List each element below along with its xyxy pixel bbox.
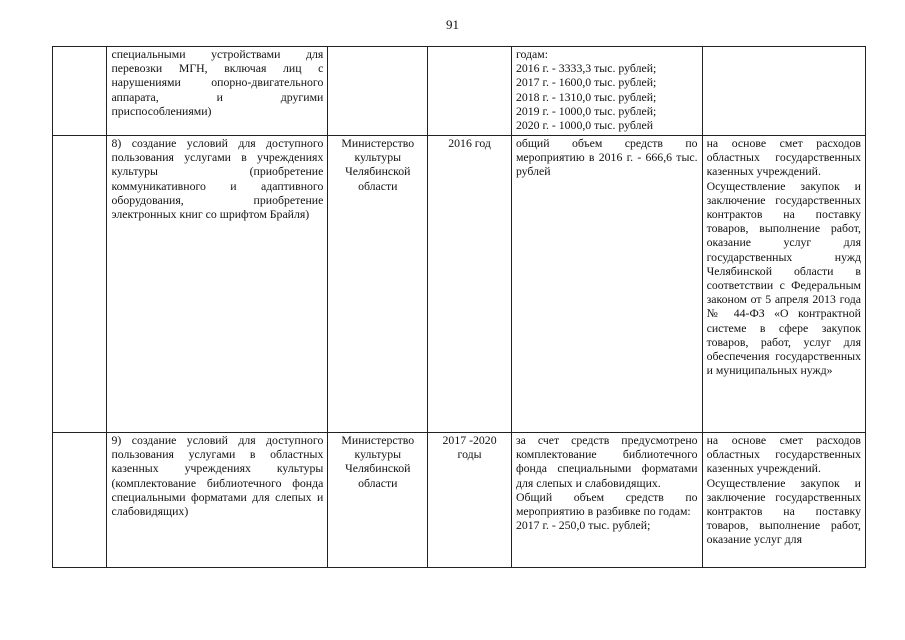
measure-name-line: перевозки МГН, включая лиц с — [111, 61, 324, 76]
term-cell — [428, 136, 512, 433]
measure-name-line: аппарата, и другими — [111, 89, 324, 104]
funding-line: 2018 г. - 1310,0 тыс. рублей; — [515, 89, 657, 104]
page-number: 91 — [446, 17, 459, 32]
measure-name-line: приспособлениями) — [111, 103, 212, 118]
measure-name-cell — [107, 433, 328, 568]
funding-line: 2017 г. - 1600,0 тыс. рублей; — [515, 75, 657, 90]
funding-text: за счет средств предусмотрено комплектование библиотечного фонда специальными форматами для слепых и слабовидящих. — [515, 433, 698, 490]
funding-line: 2019 г. - 1000,0 тыс. рублей; — [515, 103, 657, 118]
mechanism-cell — [702, 433, 865, 568]
funding-line: 2016 г. - 3333,3 тыс. рублей; — [515, 61, 657, 76]
mechanism-text: на основе смет расходов областных государственных казенных учреждений. — [706, 136, 861, 179]
row-number-cell — [53, 47, 107, 136]
mechanism-text: Осуществление закупок и заключение государственных контрактов на поставку товаров, выполнение работ, оказание услуг для государственных нужд Челябинской области в соответствии с Федеральным законом от 5 апреля 2013 года № 44-ФЗ «О контрактной системе в сфере закупок товаров, работ, услуг для обеспечения государственных и муниципальных нужд» — [706, 178, 861, 378]
measure-name-text: 9) создание условий для доступного пользования услугами в областных казенных учреждениях культуры (комплектование библиотечного фонда специальными форматами для слепых и слабовидящих) — [111, 433, 324, 519]
program-measures-table — [52, 46, 866, 568]
term-cell — [428, 433, 512, 568]
row-number-cell — [53, 136, 107, 433]
funding-cell — [511, 433, 702, 568]
term-cell — [428, 47, 512, 136]
measure-name-line: нарушениями опорно-двигательного — [111, 75, 324, 90]
measure-name-line: специальными устройствами для — [111, 47, 324, 61]
mechanism-text: на основе смет расходов областных государственных казенных учреждений. — [706, 433, 861, 476]
funding-text: общий объем средств по мероприятию в 2016 г. - 666,6 тыс. рублей — [515, 136, 698, 179]
mechanism-cell — [702, 47, 865, 136]
funding-text: 2017 г. - 250,0 тыс. рублей; — [515, 518, 651, 533]
table-row — [53, 433, 866, 568]
term-text: 2016 год — [448, 136, 491, 150]
term-text: 2017 -2020 годы — [442, 433, 497, 462]
funding-text: Общий объем средств по мероприятию в разбивке по годам: — [515, 489, 698, 519]
funding-line: годам: — [515, 47, 549, 61]
executor-text: Министерство культуры Челябинской области — [341, 136, 415, 193]
funding-cell — [511, 136, 702, 433]
measure-name-cell — [107, 136, 328, 433]
executor-cell — [328, 47, 428, 136]
row-number-cell — [53, 433, 107, 568]
mechanism-cell — [702, 136, 865, 433]
mechanism-text: Осуществление закупок и заключение государственных контрактов на поставку товаров, выполнение работ, оказание услуг для — [706, 475, 861, 547]
table-row — [53, 136, 866, 433]
executor-cell — [328, 136, 428, 433]
executor-text: Министерство культуры Челябинской области — [341, 433, 415, 490]
funding-line: 2020 г. - 1000,0 тыс. рублей — [515, 118, 654, 133]
table-row — [53, 47, 866, 136]
measure-name-text: 8) создание условий для доступного пользования услугами в учреждениях культуры (приобретение коммуникативного и адаптивного оборудования, приобретение электронных книг со шрифтом Брайля) — [111, 136, 324, 222]
funding-cell — [511, 47, 702, 136]
executor-cell — [328, 433, 428, 568]
measure-name-cell — [107, 47, 328, 136]
